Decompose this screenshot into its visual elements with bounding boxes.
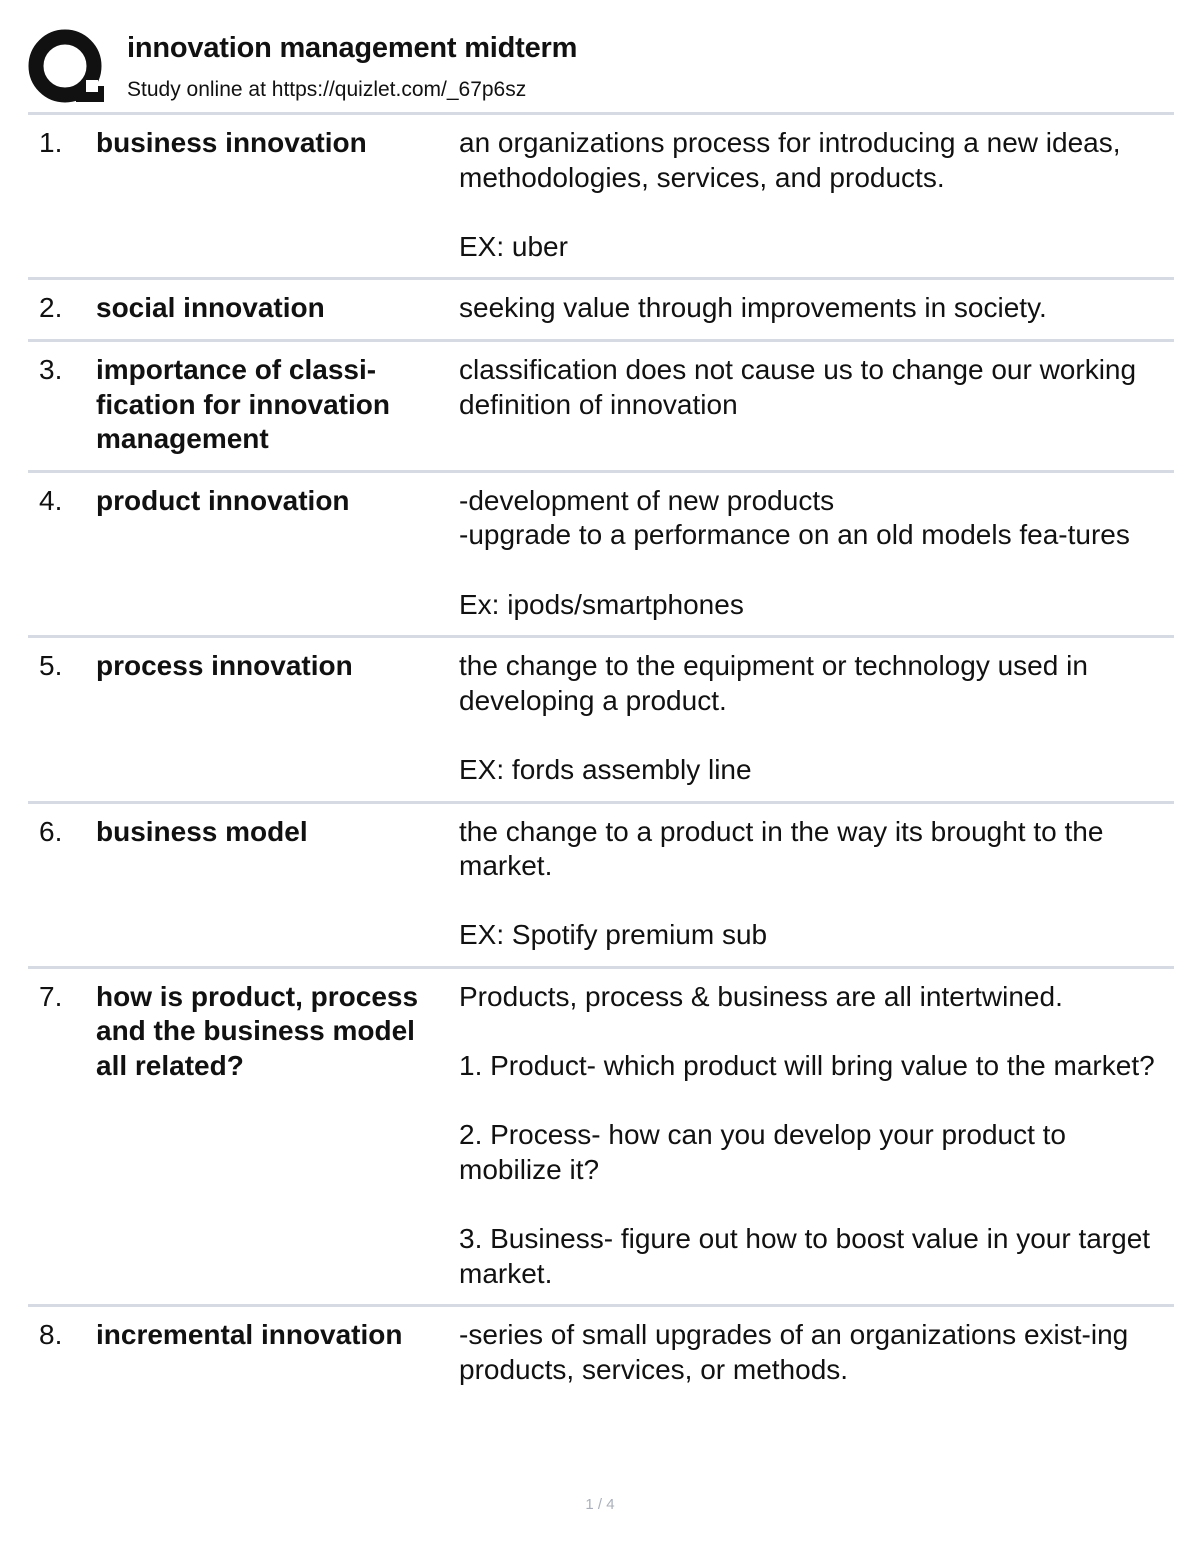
flashcard-row xyxy=(28,473,1174,638)
study-online-link[interactable]: Study online at https://quizlet.com/_67p6sz xyxy=(127,78,527,101)
flashcard-row xyxy=(28,969,1174,1307)
row-number: 5. xyxy=(39,650,63,682)
flashcard-row xyxy=(28,115,1174,280)
term: social innovation xyxy=(96,292,325,324)
term: incremental innovation xyxy=(96,1319,403,1351)
definition: Products, process & business are all intertwined. 1. Product- which product will bring value to the market? 2. Process- how can you develop your product to mobilize it? 3. Business- figure out how to boost value in your target market. xyxy=(459,980,1155,1289)
definition: -series of small upgrades of an organizations exist-ing products, services, or methods. xyxy=(459,1319,1137,1385)
term: business innovation xyxy=(96,127,367,158)
term: business model xyxy=(96,815,308,847)
flashcard-row xyxy=(28,638,1174,803)
row-number: 7. xyxy=(39,980,63,1012)
quizlet-q-logo-icon xyxy=(28,28,108,108)
document-header xyxy=(28,28,1174,108)
row-number: 2. xyxy=(39,292,63,324)
row-number: 3. xyxy=(39,353,63,385)
row-number: 6. xyxy=(39,815,63,847)
flashcard-row xyxy=(28,804,1174,969)
flashcard-row xyxy=(28,342,1174,473)
flashcard-row xyxy=(28,280,1174,342)
row-number: 4. xyxy=(39,484,63,516)
term: importance of classi-fication for innovation management xyxy=(96,353,390,455)
flashcard-list xyxy=(28,112,1174,1400)
row-number: 8. xyxy=(39,1319,63,1351)
term: product innovation xyxy=(96,484,350,516)
term: how is product, process and the business model all related? xyxy=(96,980,419,1082)
row-number: 1. xyxy=(39,127,63,158)
definition: the change to a product in the way its brought to the market. EX: Spotify premium sub xyxy=(459,815,1104,951)
page-title: innovation management midterm xyxy=(127,32,578,64)
flashcard-row xyxy=(28,1307,1174,1400)
definition: seeking value through improvements in society. xyxy=(459,292,1047,324)
definition: classification does not cause us to change our working definition of innovation xyxy=(459,353,1144,420)
term: process innovation xyxy=(96,650,353,682)
page-number: 1 / 4 xyxy=(585,1496,615,1513)
definition: -development of new products -upgrade to a performance on an old models fea-tures Ex: ipods/smartphones xyxy=(459,484,1130,620)
definition: an organizations process for introducing a new ideas, methodologies, services, and products. EX: uber xyxy=(459,127,1121,262)
definition: the change to the equipment or technology used in developing a product. EX: fords assembly line xyxy=(459,650,1088,785)
